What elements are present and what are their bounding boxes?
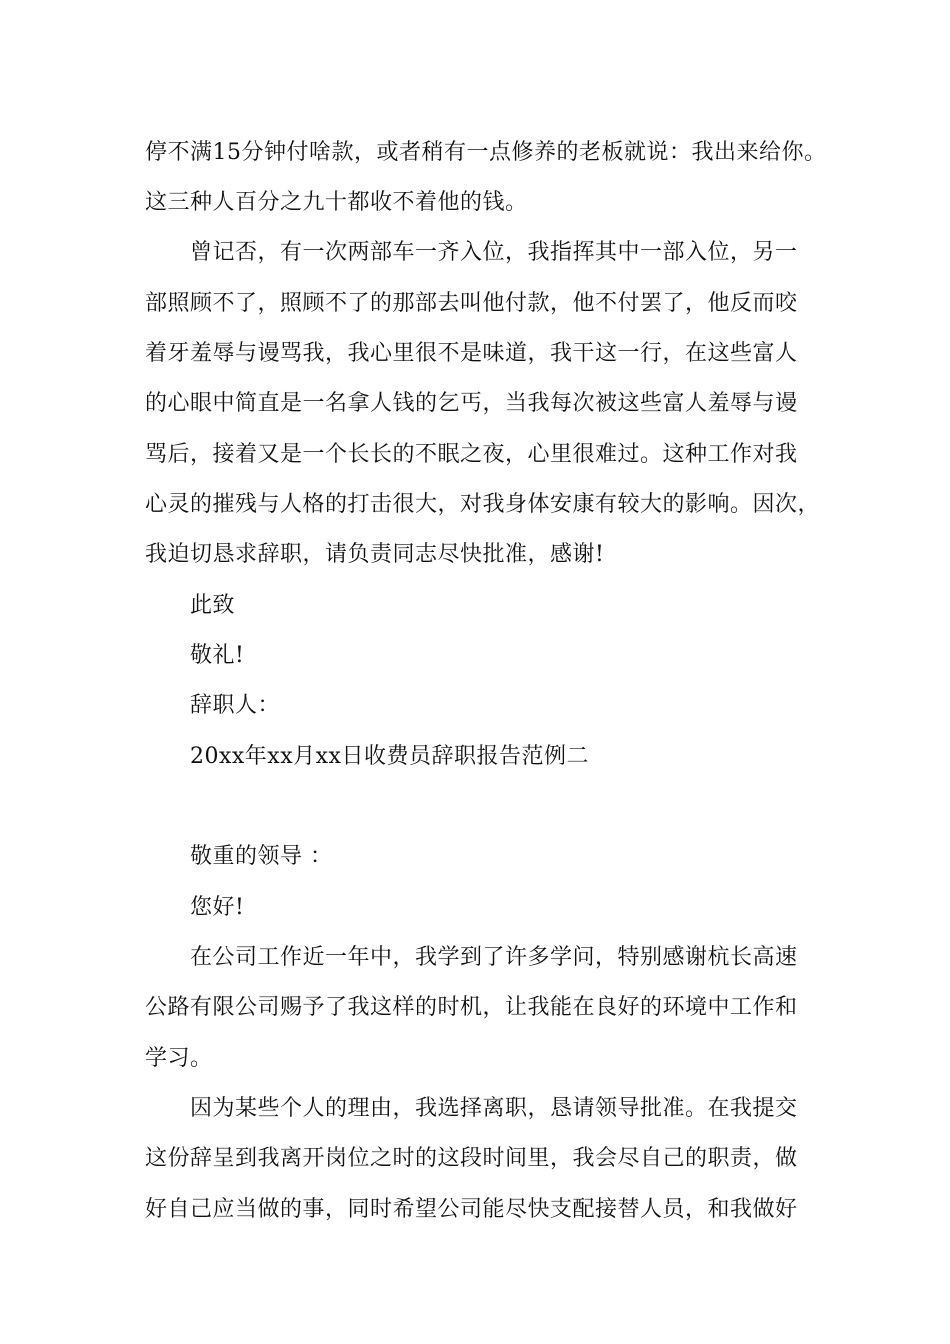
text-line: 我迫切恳求辞职，请负责同志尽快批准，感谢! [145, 542, 605, 567]
text-line: 部照顾不了，照顾不了的那部去叫他付款，他不付罢了，他反而咬 [145, 291, 798, 316]
paragraph-start: 曾记否，有一次两部车一齐入位，我指挥其中一部入位，另一 [190, 240, 798, 265]
text-line: 骂后，接着又是一个长长的不眠之夜，心里很难过。这种工作对我 [145, 442, 798, 467]
date-and-section-title: 20xx年xx月xx日收费员辞职报告范例二 [190, 744, 589, 769]
paragraph-start: 因为某些个人的理由，我选择离职，恳请领导批准。在我提交 [190, 1096, 798, 1121]
text-line: 着牙羞辱与谩骂我，我心里很不是味道，我干这一行，在这些富人 [145, 341, 798, 366]
text-line: 好自己应当做的事，同时希望公司能尽快支配接替人员，和我做好 [145, 1197, 798, 1222]
opening-greeting: 您好! [190, 895, 245, 920]
closing-salutation: 此致 [190, 593, 236, 618]
paragraph-start: 在公司工作近一年中，我学到了许多学问，特别感谢杭长高速 [190, 945, 798, 970]
text-line: 的心眼中简直是一名拿人钱的乞丐，当我每次被这些富人羞辱与谩 [145, 391, 798, 416]
signature-label: 辞职人： [190, 693, 281, 718]
closing-regards: 敬礼! [190, 643, 245, 668]
text-line: 公路有限公司赐予了我这样的时机，让我能在良好的环境中工作和 [145, 995, 798, 1020]
text-line: 学习。 [145, 1046, 213, 1071]
text-line: 停不满15分钟付啥款，或者稍有一点修养的老板就说：我出来给你。 [145, 140, 827, 165]
text-line: 这三种人百分之九十都收不着他的钱。 [145, 190, 528, 215]
text-line: 心灵的摧残与人格的打击很大，对我身体安康有较大的影响。因次， [145, 492, 821, 517]
addressee-greeting: 敬重的领导 ： [190, 844, 333, 869]
text-line: 这份辞呈到我离开岗位之时的这段时间里，我会尽自己的职责，做 [145, 1146, 798, 1171]
